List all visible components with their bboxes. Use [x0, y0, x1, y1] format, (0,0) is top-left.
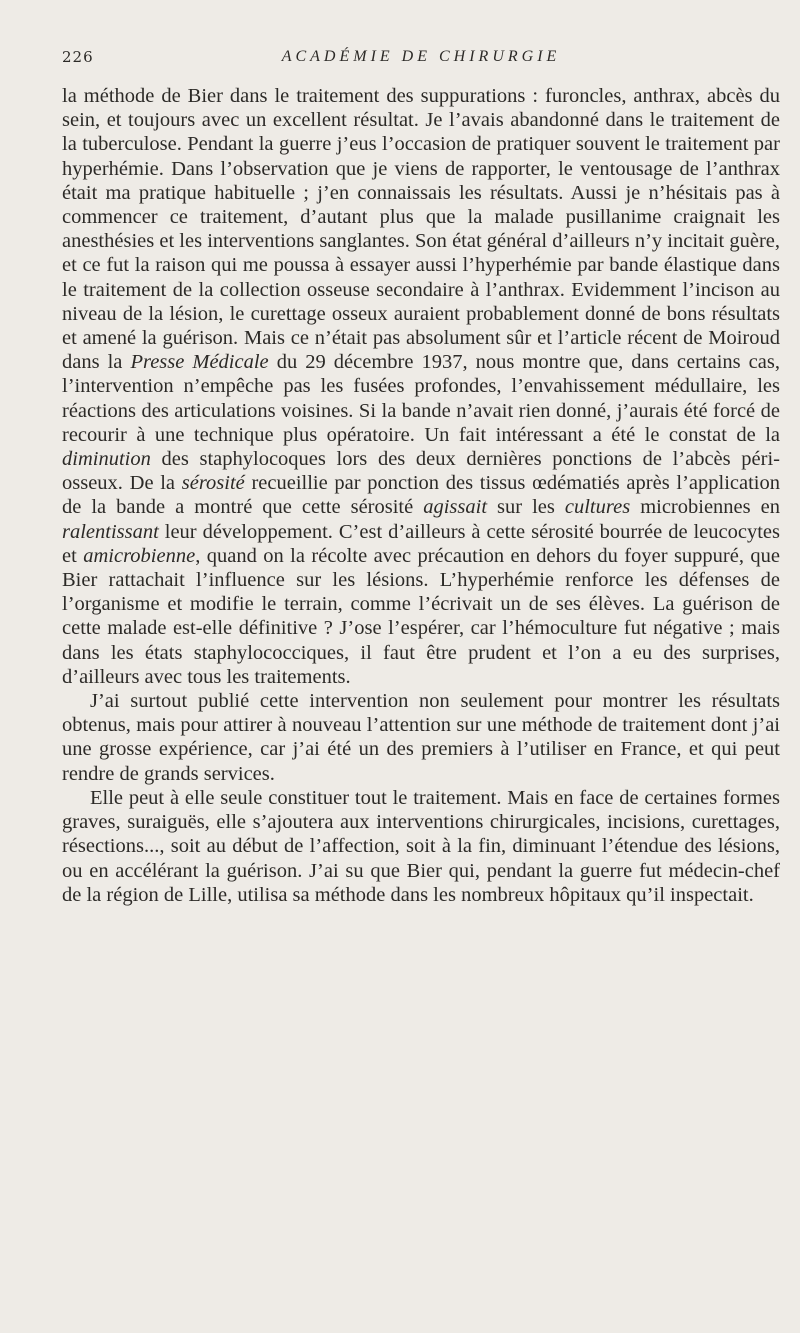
text-run: du 29 décembre 1937, nous montre que, dans certains cas, l’intervention n’empêche pas les fusées profondes, l’envahissement médullaire, les réactions des articulations voisines. Si la bande n’avait rien donné, j’aurais été forcé de recourir à une technique plus opératoire. Un fait intéressant a été le constat de la: [62, 351, 780, 446]
text-run: la méthode de Bier dans le traitement des suppurations : furoncles, anthrax, abcès du sein, et toujours avec un excellent résultat. Je l’avais abandonné dans le traitement de la tuberculose. Pendant la guerre j’eus l’occasion de pratiquer souvent le traitement par hyperhémie. Dans l’observation que je viens de rapporter, le ventousage de l’anthrax était ma pratique habituelle ; j’en connaissais les résultats. Aussi je n’hésitais pas à commencer ce traitement, d’autant plus que la malade pusillanime craignait les anesthésies et les interventions sanglantes. Son état général d’ailleurs n’y incitait guère, et ce fut la raison qui me poussa à essayer aussi l’hyperhémie par bande élastique dans le traitement de la collection osseuse secondaire à l’anthrax. Evidemment l’incison au niveau de la lésion, le curettage osseux auraient probablement donné de bons résultats et amené la guérison. Mais ce n’était pas absolument sûr et l’article récent de Moiroud dans la: [62, 85, 780, 374]
text-run: sur les: [487, 496, 565, 519]
journal-title: ACADÉMIE DE CHIRURGIE: [281, 48, 561, 65]
text-run: des staphylocoques lors des deux dernières ponctions de l’abcès péri-osseux. De la: [62, 448, 780, 495]
italic-emphasis: cultures: [564, 496, 631, 519]
running-head: [62, 48, 780, 72]
paragraph-publication-purpose: [62, 689, 780, 786]
text-run: leur développement. C’est d’ailleurs à cette sérosité bourrée de leucocytes et: [62, 520, 780, 567]
italic-emphasis: ralentissant: [62, 520, 159, 543]
text-run: microbiennes en: [630, 496, 780, 519]
text-run: recueillie par ponction des tissus œdématiés après l’application de la bande a montré que cette sérosité: [62, 472, 780, 519]
italic-emphasis: agissait: [423, 496, 488, 519]
text-run: Elle peut à elle seule constituer tout le traitement. Mais en face de certaines formes graves, suraiguës, elle s’ajoutera aux interventions chirurgicales, incisions, curettages, résections..., soit au début de l’affection, soit à la fin, diminuant l’étendue des lésions, ou en accélérant la guérison. J’ai su que Bier qui, pendant la guerre fut médecin-chef de la région de Lille, utilisa sa méthode dans les nombreux hôpitaux qu’il inspectait.: [62, 786, 780, 906]
paragraph-continuation: [62, 84, 780, 689]
paragraph-method-use: [62, 786, 780, 907]
body-text: [62, 84, 780, 907]
text-run: J’ai surtout publié cette intervention non seulement pour montrer les résultats obtenus, mais pour attirer à nouveau l’attention sur une méthode de traitement dont j’ai une grosse expérience, car j’ai été un des premiers à l’utiliser en France, et qui peut rendre de grands services.: [62, 690, 780, 785]
italic-emphasis: amicrobienne: [83, 544, 196, 567]
italic-emphasis: sérosité: [181, 472, 245, 495]
page-number: 226: [62, 48, 94, 66]
italic-emphasis: diminution: [62, 448, 151, 471]
italic-emphasis: Presse Médicale: [130, 351, 269, 374]
text-run: , quand on la récolte avec précaution en dehors du foyer suppuré, que Bier rattachait l’influence sur les lésions. L’hyperhémie renforce les défenses de l’organisme et modifie le terrain, comme l’écrivait un de ses élèves. La guérison de cette malade est-elle définitive ? J’ose l’espérer, car l’hémoculture fut négative ; mais dans les états staphylococciques, il faut être prudent et l’on a eu des surprises, d’ailleurs avec tous les traitements.: [62, 544, 780, 688]
